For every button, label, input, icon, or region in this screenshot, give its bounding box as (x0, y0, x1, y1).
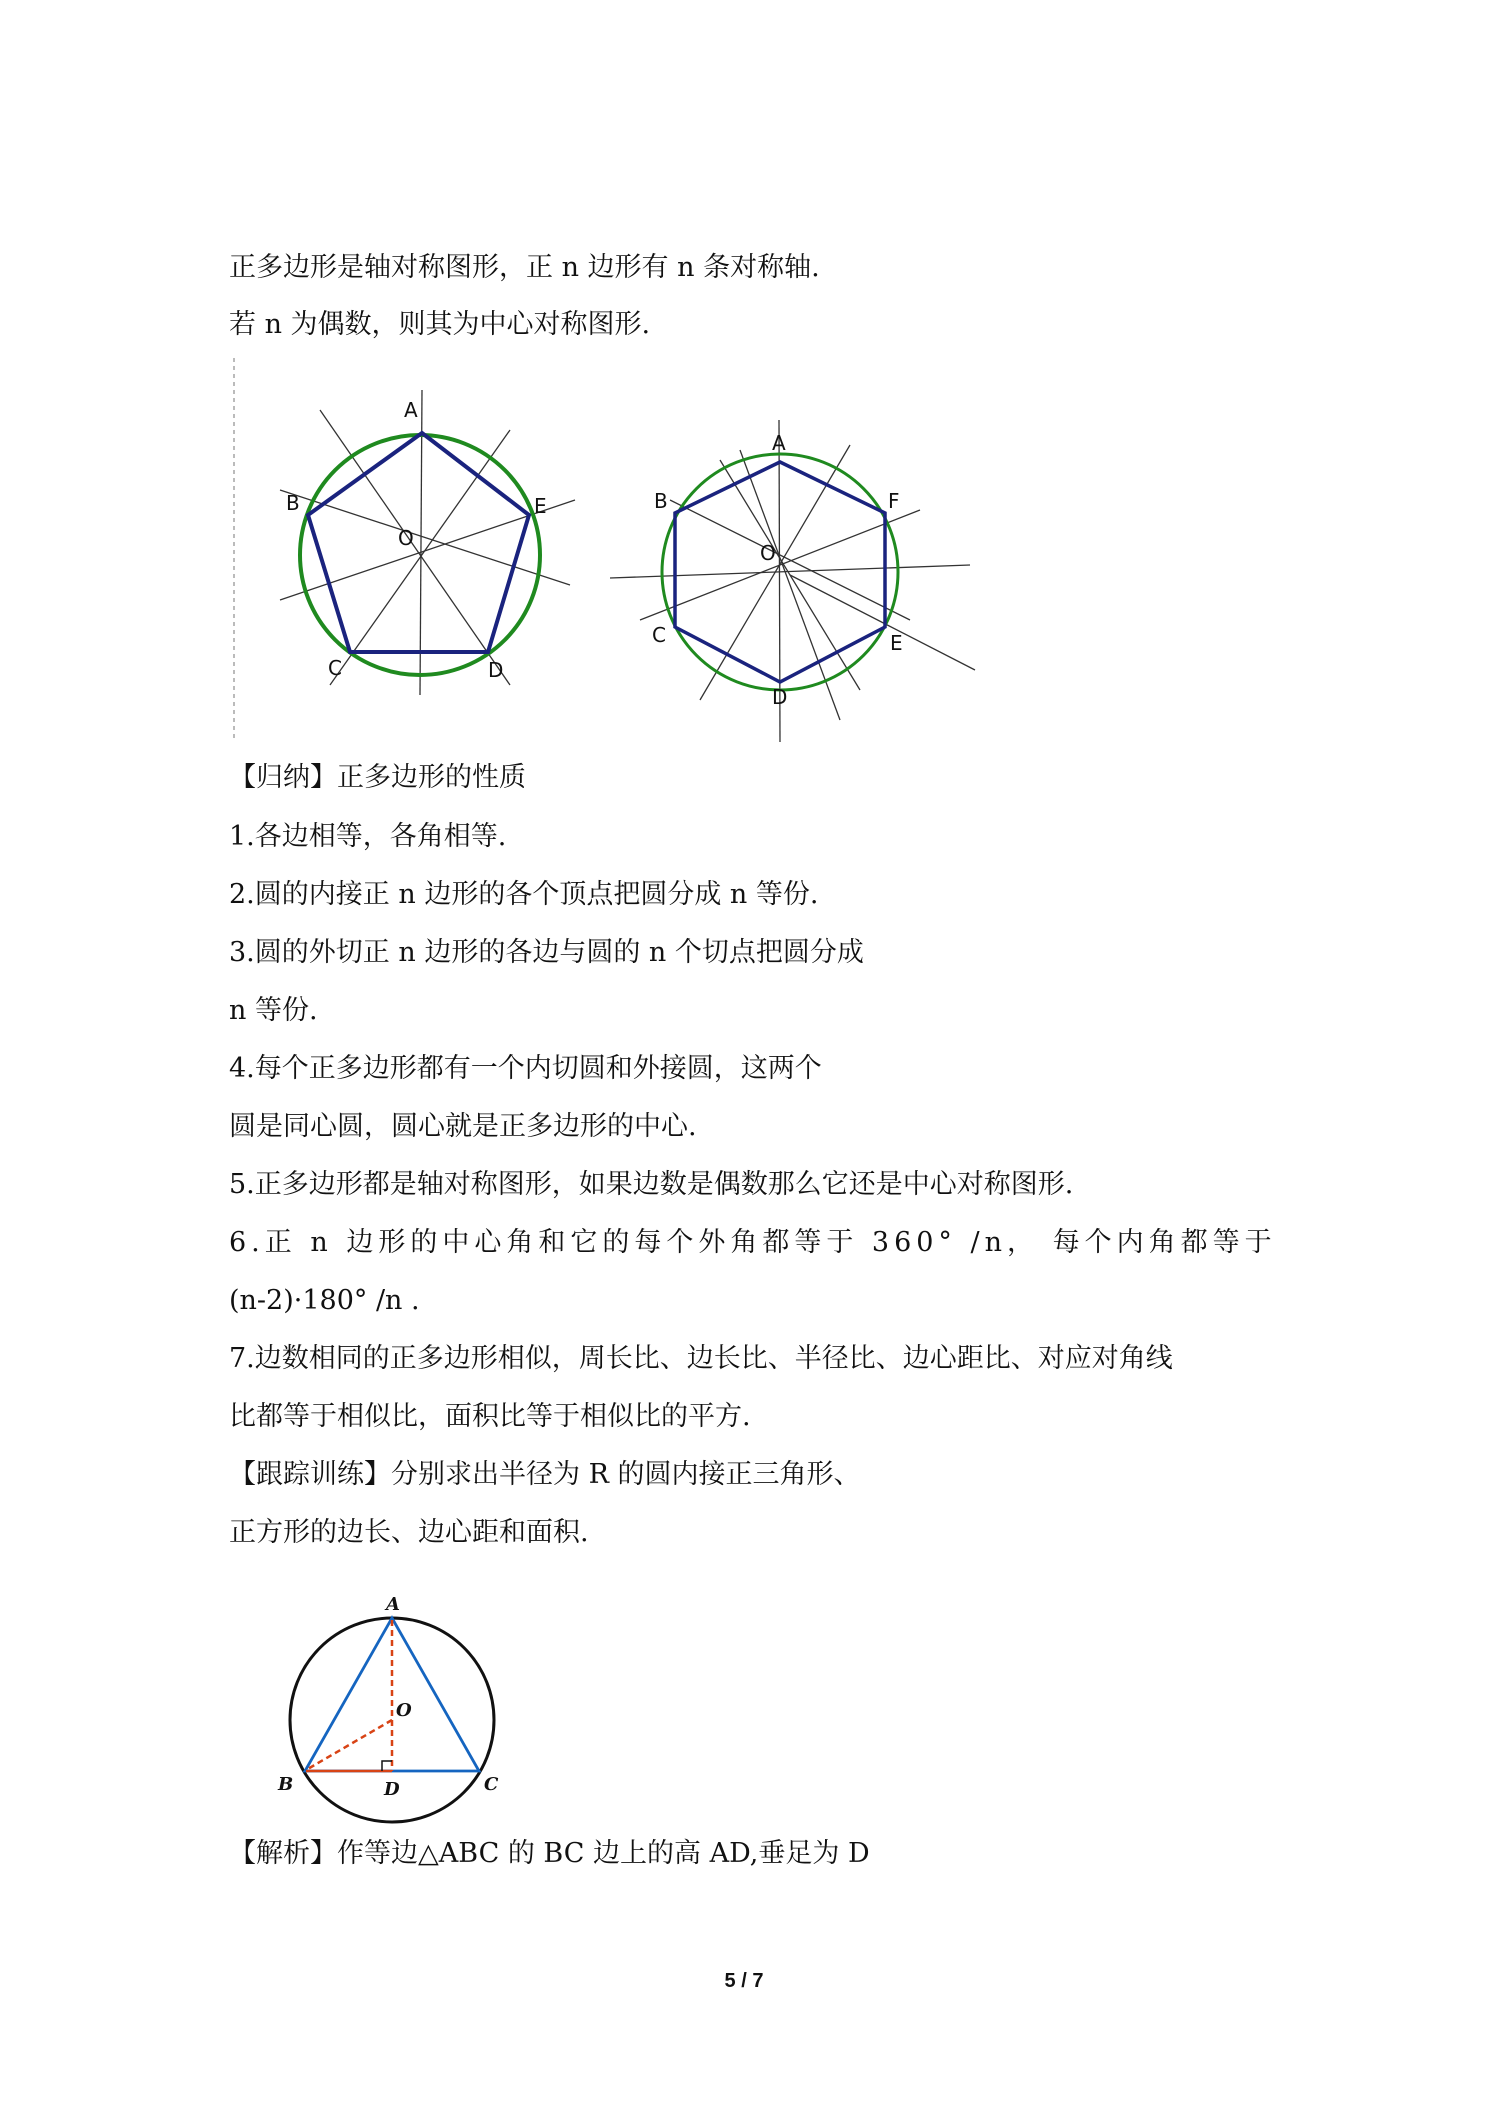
intro-line-1: 正多边形是轴对称图形，正 n 边形有 n 条对称轴. (229, 252, 820, 283)
hexagon-label-c: C (652, 623, 666, 647)
hexagon-label-b: B (654, 489, 668, 513)
page-number: 5 / 7 (724, 1970, 764, 1992)
summary-heading: 【归纳】正多边形的性质 (229, 762, 526, 793)
summary-item-7: 7.边数相同的正多边形相似，周长比、边长比、半径比、边心距比、对应对角线 (229, 1343, 1173, 1374)
figure-block-border (232, 358, 236, 738)
hexagon-label-o: O (760, 541, 776, 565)
right-angle-mark (382, 1761, 392, 1771)
summary-item-4: 4.每个正多边形都有一个内切圆和外接圆，这两个 (229, 1053, 822, 1084)
summary-item-6: 6.正 n 边形的中心角和它的每个外角都等于 360° /n， 每个内角都等于 (229, 1227, 1277, 1258)
summary-item-6-cont: (n-2)·180° /n . (229, 1285, 420, 1316)
triangle-label-d: D (384, 1779, 400, 1800)
triangle-label-a: A (386, 1594, 400, 1615)
summary-item-3: 3.圆的外切正 n 边形的各边与圆的 n 个切点把圆分成 (229, 937, 864, 968)
hexagon-label-d: D (772, 685, 788, 709)
hexagon-label-a: A (772, 431, 786, 455)
triangle-label-c: C (484, 1774, 499, 1795)
hexagon-axis-8 (790, 575, 975, 670)
practice-line-2: 正方形的边长、边心距和面积. (229, 1517, 589, 1548)
summary-item-4-cont: 圆是同心圆，圆心就是正多边形的中心. (229, 1111, 697, 1142)
summary-item-5: 5.正多边形都是轴对称图形，如果边数是偶数那么它还是中心对称图形. (229, 1169, 1074, 1200)
summary-item-1: 1.各边相等，各角相等. (229, 821, 507, 852)
triangle-figure (270, 1590, 520, 1820)
hexagon-figure (610, 420, 980, 750)
hexagon-label-f: F (888, 489, 900, 513)
analysis-line-1: 【解析】作等边△ABC 的 BC 边上的高 AD,垂足为 D (229, 1838, 870, 1869)
pentagon-label-a: A (404, 398, 418, 422)
pentagon-label-d: D (488, 658, 504, 682)
practice-line-1: 【跟踪训练】分别求出半径为 R 的圆内接正三角形、 (229, 1459, 861, 1490)
triangle-label-o: O (396, 1700, 412, 1721)
pentagon-figure (270, 385, 590, 705)
hexagon-label-e: E (890, 631, 903, 655)
pentagon-label-c: C (328, 656, 342, 680)
pentagon-label-b: B (286, 491, 300, 515)
summary-item-3-cont: n 等份. (229, 995, 318, 1026)
pentagon-label-e: E (534, 494, 547, 518)
hexagon-axis-2 (670, 500, 910, 620)
pentagon-label-o: O (398, 526, 414, 550)
summary-item-7-cont: 比都等于相似比，面积比等于相似比的平方. (229, 1401, 751, 1432)
intro-line-2: 若 n 为偶数，则其为中心对称图形. (229, 309, 651, 340)
summary-item-2: 2.圆的内接正 n 边形的各个顶点把圆分成 n 等份. (229, 879, 819, 910)
triangle-label-b: B (278, 1774, 294, 1795)
